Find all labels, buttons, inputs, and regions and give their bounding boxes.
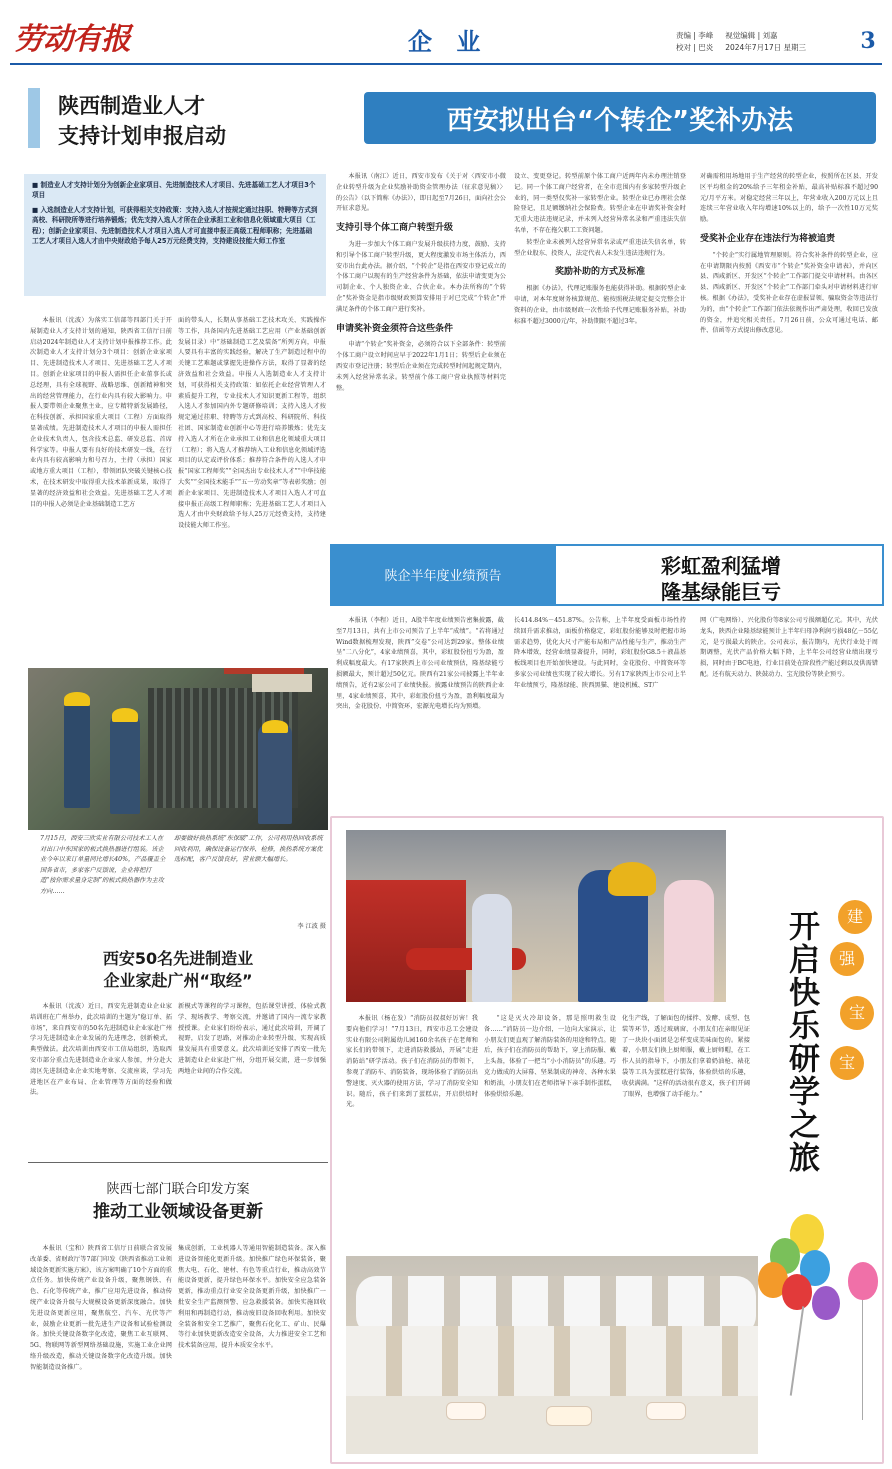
gzq-section-2-cont: 设立、变更登记。转型前原个体工商户近两年内未办理注销登记。同一个体工商户经营者，在全市范围内有多家转型升级企业的，同一类型仅奖补一家转型企业。转型企业已办理社会保险登记，且足额缴纳社会保险费。转型企业在申请奖补资金时无重大违法违规记录，并未列入经营异常名录和严重违法失信名单，不存在拖欠职工工资问题。 [514, 173, 686, 234]
factory-workers-photo [28, 668, 328, 830]
earnings-label-box [330, 544, 556, 606]
photo-caption-text: 7月15日，西安三欣实业有限公司技术工人在对出口中东国家的板式换热器进行组装。该企业今年以来订单量同比增长40%，产品覆盖全国各省市，多家客户反馈说，企业将把打造“按你需求量身定制”的板式换热器作为主攻方向…… [40, 835, 166, 895]
visual-editor-label: 视觉编辑 [725, 31, 756, 40]
earnings-banner [330, 544, 884, 606]
guangzhou-body-text-2: 新模式等课程的学习课程，包括课堂讲授、体验式教学、现场教学、考察交流，并邀请了国内一流专家教授授课。企业家们纷纷表示，通过此次培训，开阔了视野，启发了思路，对推动企业转型升级、实现高质量发展具有重要意义。此次培训还安排了西安一批先进制造业企业家赴广州，分组开展交流，进一步加强两地企业间的合作交流。 [178, 1003, 326, 1075]
balloon-red [782, 1274, 812, 1310]
badge-char-3: 宝 [848, 1003, 865, 1022]
talent-body-text-2: 面的带头人，长期从事基础工艺技术攻关、实践操作等工作，具备国内先进基础工艺应用（产业基础创新发展目录）中“基础制造工艺及装备”所列方向，申报人要具有丰富的实践经验，解决了生产制造过程中的关键工艺难题或掌握先进操作方法，取得了显著的经济效益和社会效益。申报人入选制造业人才支持计划，可获得相关支持政策：如依托企业经营管理人才素质提升工程，专业技术人才知识更新工程等，组织入选人才参加国内外专题研修培训；支持入选人才按规定通过挂职、特聘等方式到高校、科研院所、科技社团、国家制造业创新中心等进行培养锻炼；优先支持入选人才所在企业承担工业和信息化领域重大项目（工程）；将入选人才推荐纳入工业和信息化领域评选项目的认定或评价体系；推荐符合条件的入选人才申报“国家工程师奖”“全国杰出专业技术人才”“中华技能大奖”“全国技术能手”“五一劳动奖章”等表彰奖励；创新企业家项目、先进制造技术人才项目入选人才可直接申报正高级工程师职称；先进基础工艺人才项目入选人才由中央财政给予每人25万元经费支持，支持建设技能大师工作室。 [178, 317, 326, 530]
photo-credit: 李 江波 摄 [297, 923, 326, 930]
editor-label: 责编 [676, 31, 691, 40]
masthead [0, 0, 892, 66]
equipment-body-col1 [30, 1244, 172, 1460]
equipment-body-col2 [178, 1244, 326, 1460]
guangzhou-body-text-1: 本报讯（沈波）近日，西安先进制造业企业家培训班在广州举办，此次培训的主题为“稳订单、拓市场”，来自西安市的50名先进制造业企业家赴广州学习先进制造业企业发展的先进理念，创新模式，典型做法。此次培训由西安市工信局组织，选取西安市部分重点先进制造业企业家人参加，并分赴大湾区先进制造业企业实地考察、交流座谈，学习先进地区在产业布局、企业管理等方面的经验和做法。 [30, 1003, 172, 1097]
worker-2-helmet [112, 708, 138, 722]
badge-char-4: 宝 [838, 1053, 855, 1072]
balloon-purple [812, 1286, 840, 1320]
gzq-banner-text: 西安拟出台“个转企”奖补办法 [446, 106, 794, 136]
badge-char-2: 强 [838, 949, 855, 968]
gzq-section-3-cont: 对确需租用场地用于生产经营的转型企业，按照所在区县、开发区平均租金的20%给予三年租金补贴，最高补贴标准不超过90元/月平方米。对稳定经营三年以上，年营业收入200万元以上且连续三年营业收入年均增速10%以上的，给予一次性10万元奖励。 [700, 173, 878, 224]
earnings-col1 [336, 616, 504, 796]
earnings-headline-line1: 彩虹盈利猛增 [661, 554, 781, 578]
masthead-rule [10, 63, 882, 65]
talent-summary-box [24, 174, 326, 296]
talent-headline-block [28, 88, 328, 152]
earnings-col3 [700, 616, 878, 796]
equipment-body-text-1: 本报讯（宝和）陕西省工信厅日前联合省发展改革委、省财政厅等7部门印发《陕西省推动工业领域设备更新实施方案》，该方案明确了10个方面的重点任务。加快传统产业设备升级，聚焦钢铁、有色、石化等传统产业，推广应用先进设备，推动传统产业设备升级与大规模设备更新深度融合。加快先进设备更新应用，聚焦航空、汽车、光伏等产业，鼓励企业更新一批先进生产设备和试验检测设备。加快关键设备数字化改造，聚焦工业互联网、5G、物联网等新型网络基础设施，实施工业企业网络升级改造，推动关键设备数字化改造升级。加快智能制造设备推广。 [30, 1245, 172, 1371]
newspaper-logo: 劳动有报 [14, 22, 130, 57]
worker-1-helmet [64, 692, 90, 706]
left-divider [28, 1162, 328, 1163]
earnings-col2 [514, 616, 686, 796]
page-number: 3 [860, 28, 876, 54]
study-body-1: 本报讯（杨在发）“消防员叔叔好厉害！我要向他们学习！”7月13日，西安市总工会建设实业有限公司附属幼儿园160余名孩子在老师和家长们的带领下，走进消防救援站，开展“走进消防站”研学活动。孩子们在消防员的带领下，参观了消防车、消防装备，现场体验了消防员出警速度、灭火器的使用方法，学习了消防安全知识。随后，孩子们来到了蛋糕店，开启烘焙时光。 [346, 1015, 478, 1109]
fire-helmet [608, 862, 656, 896]
balloon-pink [848, 1262, 878, 1300]
guangzhou-headline-line1: 西安50名先进制造业 [102, 949, 254, 968]
worker-3 [258, 724, 292, 824]
earnings-body-3: 网（广电网络）、兴化股份等8家公司亏损额超亿元。其中，光伏龙头，陕西企业隆基绿能预计上半年归母净利润亏损48亿－55亿元，是亏损最大的陕企。公司表示，报告期内，光伏行业处于周期调整，光伏产品价格大幅下降，上半年公司经营业绩出现亏损，同时由于BC电池，行业目前处在阶段性产能过剩以及供需错配。还有航天动力、陕鼓动力、宝光股份等陕企预亏。 [700, 617, 878, 678]
proofread-label: 校对 [676, 43, 691, 52]
headline-accent-bar [28, 88, 40, 148]
child-boy [472, 894, 512, 1002]
gzq-banner [364, 92, 876, 144]
talent-body-text-1: 本报讯（沈波）为落实工信部等四部门关于开展制造业人才支持计划的通知，陕西省工信厅日前启动2024年制造业人才支持计划申报推荐工作。此次制造业人才支持计划分3个项目：创新企业家项目、先进制造技术人才项目、先进基础工艺人才项目。创新企业家项目的申报人需担任企业董事长或总经理，具有全球视野、战略思维、创新精神和突出的经营管理能力，在行业内具有较大影响力。申报人要带领企业聚焦主业，应专精特新发展路径，在科技创新、承担国家重大项目（工程）方面取得显著成绩。先进制造技术人才项目的申报人需担任企业技术负责人，包含技术总监、研发总监、首席科学家等。申报人要有良好的技术研发一线，在行业内具有较高影响力和号召力，主持（承担）国家或地方重大项目（工程），带领团队突破关键核心技术，在技术研发中取得重大技术革新成果，取得了显著的经济效益和社会效益。先进基础工艺人才项目的申报人必须是企业基础制造工艺方 [30, 317, 172, 508]
children-row [346, 1326, 758, 1396]
badge-bubble-1 [838, 900, 872, 934]
worker-3-helmet [262, 720, 288, 733]
badge-bubble-2 [830, 942, 864, 976]
earnings-headline-box [556, 544, 884, 606]
gzq-section-3: 根据《办法》，代理记账服务也能获得补助。根据转型企业申请，对本年度财务核算规范、能按照税法规定提交完整会计资料的企业，由市级财政一次性给予代理记账服务补贴，补助标准不超过3000元/年，补助期限不超过3年。 [514, 285, 686, 325]
earnings-body-1: 本报讯（李程）近日，A股半年度业绩预告密集披露，截至7月13日，共有上市公司预告了上半年“成绩”。“若将通过Wind数据梳理发现，陕西”交卷”公司达到29家。整体业绩呈“二八分化”，4家业绩预喜，其中，彩虹股份扭亏为盈，盈利成幅度最大。有17家陕西上市公司业绩预估，隆基绿能亏损额最大，预计超过50亿元。陕西有21家公司披露上半年业绩预告，近有2家公司了业绩快报。披露业绩预告的陕西企业里，4家业绩预喜，其中，彩虹股份扭亏为盈，盈利幅度最为突出，金花股份、中简资环，宏源光电增长均为预增。 [336, 617, 504, 711]
gzq-subhead-2: 申请奖补资金须符合这些条件 [336, 323, 454, 334]
factory-photo-caption-cont [174, 834, 324, 920]
editor-name: 李峰 [698, 31, 714, 40]
earnings-body-2: 长414.84%－451.87%。公告称，上半年度受面板市场性持续回升需求推动，面板价格稳定，彩虹股份能够及时把握市场需求趋势，优化大尺寸产能布局和产品性能与生产，推动生产降本增效，经营业绩显著提升，同时，彩虹股份G8.5＋液晶基板线项目也开始加快建设。与此同时，金花股份、中简资环等多家公司业绩也实现了较大增长。另有17家陕西上市公司上半年业绩预亏，隆基绿能、陕西黑猫、建设机械、ST广 [514, 617, 686, 689]
firefighter-photo [346, 830, 726, 1002]
guangzhou-body-col1 [30, 1002, 172, 1154]
cake-3 [646, 1402, 686, 1420]
gzq-col1 [336, 172, 506, 524]
gzq-section-1: 为进一步加大个体工商户发展升级扶持力度，鼓励、支持和引导个体工商户转型升级，更大程度激发市场主体活力，西安市出台此办法。据介绍，“个转企”是指在西安市登记成立的个体工商户以现有的生产经营条件为基础，依法申请变更为公司制企业、个人独资企业、合伙企业。本办法所称的“个转企”奖补资金是指市级财政预算安排用于对已完成“个转企”并满足条件的个体工商户进行奖补。 [336, 240, 506, 313]
badge-bubble-3 [840, 996, 874, 1030]
worker-2 [110, 714, 140, 814]
pink-balloon-string [862, 1300, 863, 1420]
badge-bubble-4 [830, 1046, 864, 1080]
gzq-col2 [514, 172, 686, 524]
study-body-2: “这是灭火冷却设备，那是照明救生设备……”消防员一边介绍，一边向大家演示，让小朋友们更直观了解消防装备的用途和特点。随后，孩子们在消防员的帮助下，穿上消防服、戴上头盔，体验了一把当“小小消防员”的乐趣。巧克力做成的大屏幕、坚果制成的神奇、各种水果和奶油，小朋友们在老师指导下亲手制作蛋糕，体验烘焙乐趣。 [484, 1015, 616, 1098]
study-body-3: 化生产线，了解面包的揉拌、发酵、成型、包装等环节，透过玻璃窗，小朋友们在亲眼见证了一块块小面团是怎样变成美味面包的。紧接着，小朋友们换上厨师服，戴上厨师帽，在工作人员的指导下，小朋友们拿着奶油枪、裱花袋等工具为蛋糕进行装饰，体验烘焙的乐趣，收获满满。“这样的活动很有意义，孩子们开阔了眼界，也增强了动手能力。” [622, 1015, 750, 1098]
cake-2 [546, 1406, 592, 1426]
gzq-section-4: “个转企”实行属地管理原则。符合奖补条件的转型企业，应在申请期限内按照《西安市“个转企”奖补资金申请表》，并向区县、西咸新区、开发区“个转企”工作部门提交申请材料。由各区县、西咸新区、开发区“个转企”工作部门牵头对申请材料进行审核。根据《办法》，受奖补企业存在虚报冒领、骗取资金等违法行为的，由“个转企”工作部门依法依规作出严肃处理，收回已发放的资金，并追究相关责任。7月26日前，公众可通过电话、邮件、信函等方式提出修改意见。 [700, 251, 878, 335]
editor-credits: 责编 | 李峰 视觉编辑 | 刘嘉 校对 | 巴炎 2024年7月17日 星期三 [676, 31, 807, 52]
guangzhou-headline [28, 948, 328, 992]
gzq-subhead-4: 受奖补企业存在违法行为将被追责 [700, 233, 836, 244]
gzq-section-2-more: 转型企业未被列入经营异常名录或严重违法失信名单，转型企业股东、投资人，法定代表人未发生违法违规行为。 [514, 238, 686, 257]
cake-1 [446, 1402, 486, 1420]
gzq-col3 [700, 172, 878, 524]
study-col1 [346, 1014, 478, 1222]
gzq-subhead-3: 奖励补助的方式及标准 [554, 267, 645, 278]
guangzhou-body-col2 [178, 1002, 326, 1154]
factory-photo-caption [40, 834, 166, 934]
equipment-headline [28, 1180, 328, 1224]
visual-editor-name: 刘嘉 [762, 31, 778, 40]
baking-class-photo [346, 1256, 758, 1454]
earnings-headline-line2: 隆基绿能巨亏 [661, 580, 781, 604]
badge-char-1: 建 [846, 907, 863, 926]
child-girl [664, 880, 714, 1002]
talent-headline-line2: 支持计划申报启动 [58, 124, 226, 148]
equipment-body-text-2: 集成创新，工业机器人等通用智能制造装备。深入推进设备智能化更新升级。加快推广绿色环保装备，聚焦大电、石化、建材、有色等重点行业，推动高效节能设备更新，提升绿色环保水平。加快安全应急装备更新，推动重点行业安全设备更新升级，加快推广一批安全生产监测预警、应急救援装备。加快实施回收利用和再制造行动，推动废旧设备回收利用。加快安全装备和安全工艺推广，聚焦石化化工、矿山、民爆等行业加快更新改造安全设备，大力推进安全工艺和技术装备应用，提升本质安全水平。 [178, 1245, 326, 1350]
study-col3 [622, 1014, 750, 1246]
study-headline: 开启快乐研学之旅 [783, 910, 819, 1174]
summary-point-2: ■ 入选制造业人才支持计划，可获得相关支持政策：支持入选人才按规定通过挂职、特聘等方式到高校、科研院所等进行培养锻炼；优先支持入选人才所在企业承担工业和信息化领域重大项目（工程）；创新企业家项目、先进制造技术人才项目入选人才可直接申报正高级工程师职称；先进基础工艺人才项目入选人才由中央财政给予每人25万元经费支持，支持建设技能大师工作室 [32, 205, 318, 246]
factory-banner-text [252, 674, 312, 692]
equipment-headline-line2: 推动工业领域设备更新 [93, 1202, 263, 1222]
study-col2 [484, 1014, 616, 1222]
worker-1 [64, 698, 90, 808]
section-title: 企 业 [408, 27, 489, 56]
talent-body-col2 [178, 316, 326, 656]
gzq-subhead-1: 支持引导个体工商户转型升级 [336, 223, 454, 234]
guangzhou-headline-line2: 企业家赴广州“取经” [103, 971, 253, 990]
issue-date: 2024年7月17日 星期三 [725, 43, 807, 52]
equipment-headline-line1: 陕西七部门联合印发方案 [106, 1182, 250, 1197]
earnings-label: 陕企半年度业绩预告 [384, 569, 502, 584]
talent-body-col1 [30, 316, 172, 656]
photo-caption-text-2: 却要做好换热系统“东保暖”工作，公司利用热回收系统回收利用，确保设备运行保养、检修，换热系统方案优选标配，客户反馈良好，营业额大幅增长。 [174, 835, 323, 863]
fire-truck-equipment [346, 880, 466, 1002]
talent-headline-line1: 陕西制造业人才 [58, 94, 205, 118]
gzq-section-2: 申请“个转企”奖补资金，必须符合以下全部条件：转型前个体工商户设立时间应早于2022年1月1日；转型后企业须在西安市登记注册；转型后企业须在完成转型时间起规定期内，未列入经营异常名录。转型前个体工商户营业执照等材料完整。 [336, 341, 506, 392]
proofread-name: 巴炎 [698, 43, 714, 52]
gzq-intro: 本报讯（南江）近日，西安市发布《关于对〈西安市小微企业转型升级为企业奖励补助资金管理办法（征求意见稿）〉的公告》（以下简称《办法》），即日起至7月26日，面向社会公开征求意见。 [336, 173, 506, 213]
summary-point-1: ■ 制造业人才支持计划分为创新企业家项目、先进制造技术人才项目、先进基础工艺人才项目3个项目 [32, 181, 316, 200]
